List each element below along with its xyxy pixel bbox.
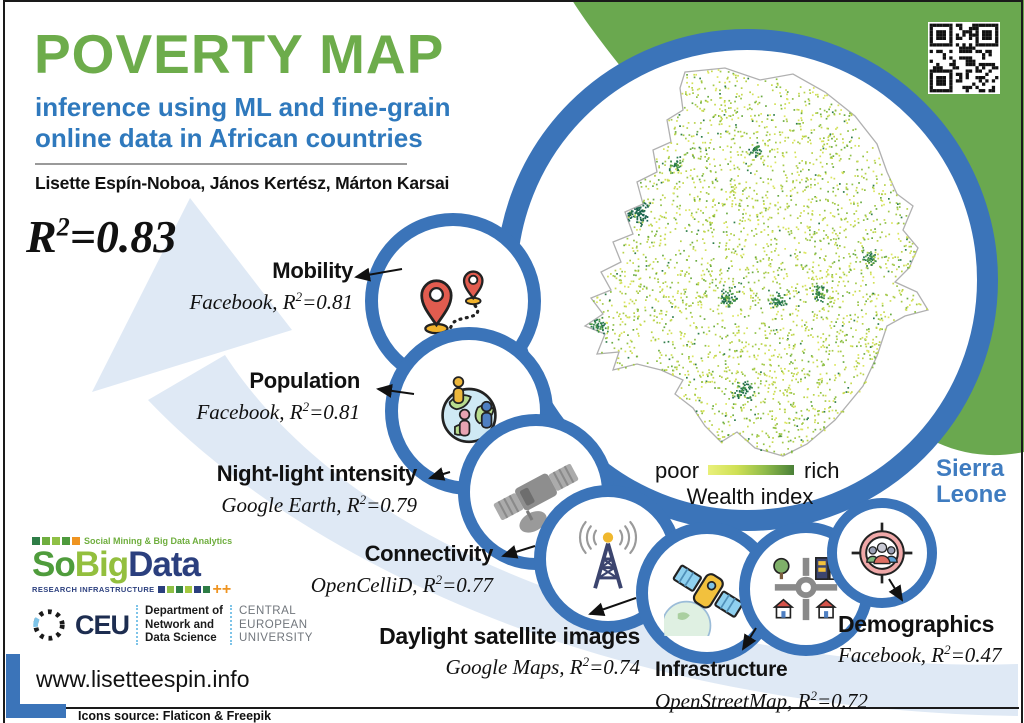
header-divider (35, 163, 407, 165)
ceu-divider-2 (230, 605, 232, 645)
sobigdata-wordmark-part: So (32, 545, 75, 584)
country-label: Sierra Leone (936, 455, 1007, 508)
feature-block-mobility (88, 258, 353, 315)
sobigdata-plusplus: ++ (212, 580, 232, 598)
sobigdata-squares-top (32, 537, 80, 545)
feature-block-demographics (838, 611, 1018, 668)
legend-rich-label: rich (804, 458, 840, 483)
subtitle-line-1: inference using ML and fine-grain (35, 92, 451, 122)
feature-label-daylight: Daylight satellite images (379, 623, 640, 649)
sobigdata-tagline: Social Mining & Big Data Analytics (84, 536, 233, 546)
icons-credit-line: Icons source: Flaticon & Freepik (78, 709, 272, 723)
feature-block-population (95, 368, 360, 425)
feature-source-connectivity: OpenCelliD, $R^2=0.77$ (310, 572, 493, 597)
feature-source-infrastructure: OpenStreetMap, $R^2=0.72$ (655, 688, 868, 713)
ceu-logo (30, 605, 313, 646)
feature-label-mobility: Mobility (272, 258, 353, 283)
legend-poor-label: poor (655, 458, 700, 483)
feature-source-nightlight: Google Earth, $R^2=0.79$ (221, 492, 417, 517)
sobigdata-squares-bottom (158, 586, 210, 593)
qr-code (928, 22, 1000, 94)
sobigdata-research-infrastructure: RESEARCH INFRASTRUCTURE (32, 585, 155, 594)
legend-gradient-bar (708, 465, 794, 475)
sobigdata-wordmark-part: Data (128, 545, 200, 584)
feature-label-demographics: Demographics (838, 611, 995, 637)
ceu-university-text: CENTRAL EUROPEAN UNIVERSITY (238, 605, 313, 644)
feature-circle-demographics (827, 498, 937, 608)
sobigdata-wordmark-part: Big (74, 545, 129, 584)
website-url: www.lisetteespin.info (36, 666, 250, 692)
feature-source-daylight: Google Maps, $R^2=0.74$ (445, 654, 640, 679)
overall-r2-value: $R^2=0.83$ (26, 211, 177, 262)
subtitle (35, 92, 451, 154)
authors-line: Lisette Espín-Noboa, János Kertész, Márton Karsai (35, 173, 450, 193)
sobigdata-wordmark (32, 546, 242, 584)
ceu-circle-icon (30, 606, 68, 644)
feature-label-connectivity: Connectivity (364, 541, 493, 566)
feature-source-population: Facebook, $R^2=0.81$ (196, 399, 360, 424)
feature-label-population: Population (249, 368, 360, 393)
ceu-department-text: Department of Network and Data Science (145, 605, 223, 644)
feature-block-daylight (375, 623, 640, 680)
blue-corner-bracket-horizontal (6, 704, 66, 718)
people-target-icon (849, 520, 915, 586)
ceu-divider (136, 605, 138, 645)
subtitle-line-2: online data in African countries (35, 123, 423, 153)
ceu-acronym: CEU (75, 609, 130, 640)
feature-label-infrastructure: Infrastructure (655, 658, 788, 681)
legend-title: Wealth index (686, 484, 814, 509)
feature-source-demographics: Facebook, $R^2=0.47$ (838, 642, 1002, 667)
satellite-color-icon (664, 550, 750, 636)
page-title: POVERTY MAP (34, 23, 445, 85)
feature-block-nightlight (152, 461, 417, 518)
feature-label-nightlight: Night-light intensity (216, 461, 417, 486)
sobigdata-logo (32, 536, 242, 598)
feature-source-mobility: Facebook, $R^2=0.81$ (189, 289, 353, 314)
feature-block-connectivity (228, 541, 493, 598)
